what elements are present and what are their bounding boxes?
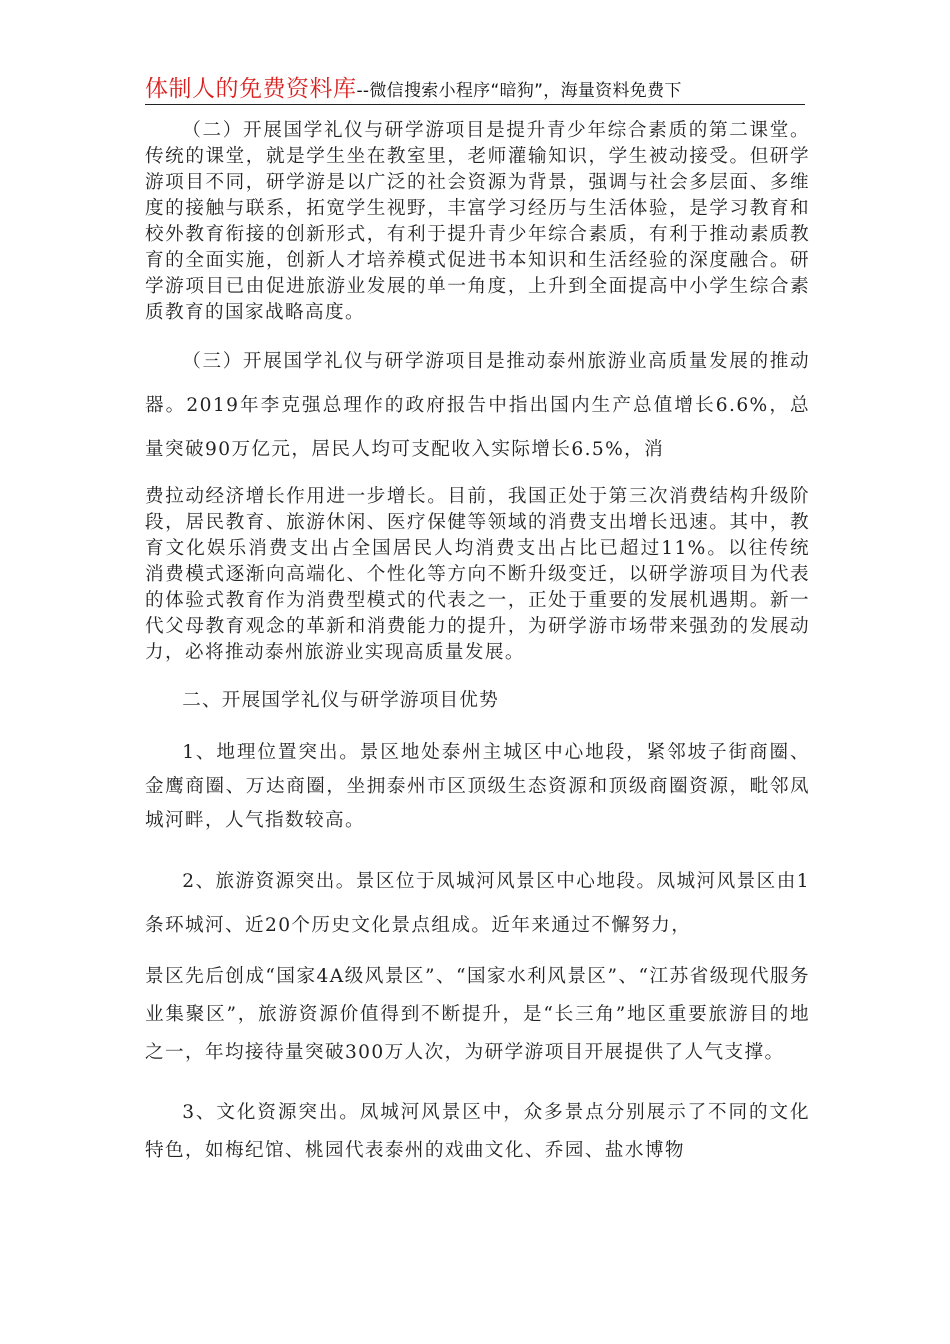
spacer [145, 326, 810, 340]
paragraph-cultural-resources: 3、文化资源突出。凤城河风景区中，众多景点分别展示了不同的文化特色，如梅纪馆、桃园代表泰州的戏曲文化、乔园、盐水博物 [145, 1102, 810, 1161]
brand-title: 体制人的免费资料库 [145, 76, 357, 102]
spacer [145, 714, 810, 736]
brand-tagline: --微信搜索小程序“暗狗”，海量资料免费下 [356, 81, 682, 101]
paragraph-tourism-driver-intro: （三）开展国学礼仪与研学游项目是推动泰州旅游业高质量发展的推动器。2019年李克强总理作的政府报告中指出国内生产总值增长6.6%，总量突破90万亿元，居民人均可支配收入实际增长6.5%，消 [145, 351, 810, 460]
paragraph-tourism-resources-intro: 2、旅游资源突出。景区位于凤城河风景区中心地段。凤城河风景区由1条环城河、近20个历史文化景点组成。近年来通过不懈努力， [145, 871, 810, 936]
section-heading-advantages: 二、开展国学礼仪与研学游项目优势 [182, 690, 499, 711]
spacer [145, 666, 810, 688]
paragraph-second-classroom: （二）开展国学礼仪与研学游项目是提升青少年综合素质的第二课堂。传统的课堂，就是学生坐在教室里，老师灌输知识，学生被动接受。但研学游项目不同，研学游是以广泛的社会资源为背景，强调与社会多层面、多维度的接触与联系，拓宽学生视野，丰富学习经历与生活体验，是学习教育和校外教育衔接的创新形式，有利于提升青少年综合素质，有利于推动素质教育的全面实施，创新人才培养模式促进书本知识和生活经验的深度融合。研学游项目已由促进旅游业发展的单一角度，上升到全面提高中小学生综合素质教育的国家战略高度。 [145, 120, 810, 323]
paragraph-location-advantage: 1、地理位置突出。景区地处泰州主城区中心地段，紧邻坡子街商圈、金鹰商圈、万达商圈，坐拥泰州市区顶级生态资源和顶级商圈资源，毗邻凤城河畔，人气指数较高。 [145, 742, 810, 831]
document-body [145, 118, 810, 1170]
page-header-banner [145, 70, 805, 105]
spacer [145, 838, 810, 860]
paragraph-tourism-driver-body: 费拉动经济增长作用进一步增长。目前，我国正处于第三次消费结构升级阶段，居民教育、旅游休闲、医疗保健等领域的消费支出增长迅速。其中，教育文化娱乐消费支出占全国居民人均消费支出占比已超过11%。以往传统消费模式逐渐向高端化、个性化等方向不断升级变迁，以研学游项目为代表的体验式教育作为消费型模式的代表之一，正处于重要的发展机遇期。新一代父母教育观念的革新和消费能力的提升，为研学游市场带来强劲的发展动力，必将推动泰州旅游业实现高质量发展。 [145, 486, 810, 663]
paragraph-tourism-resources-body: 景区先后创成“国家4A级风景区”、“国家水利风景区”、“江苏省级现代服务业集聚区”，旅游资源价值得到不断提升，是“长三角”地区重要旅游目的地之一，年均接待量突破300万人次，为研学游项目开展提供了人气支撑。 [145, 966, 810, 1063]
spacer [145, 1072, 810, 1094]
